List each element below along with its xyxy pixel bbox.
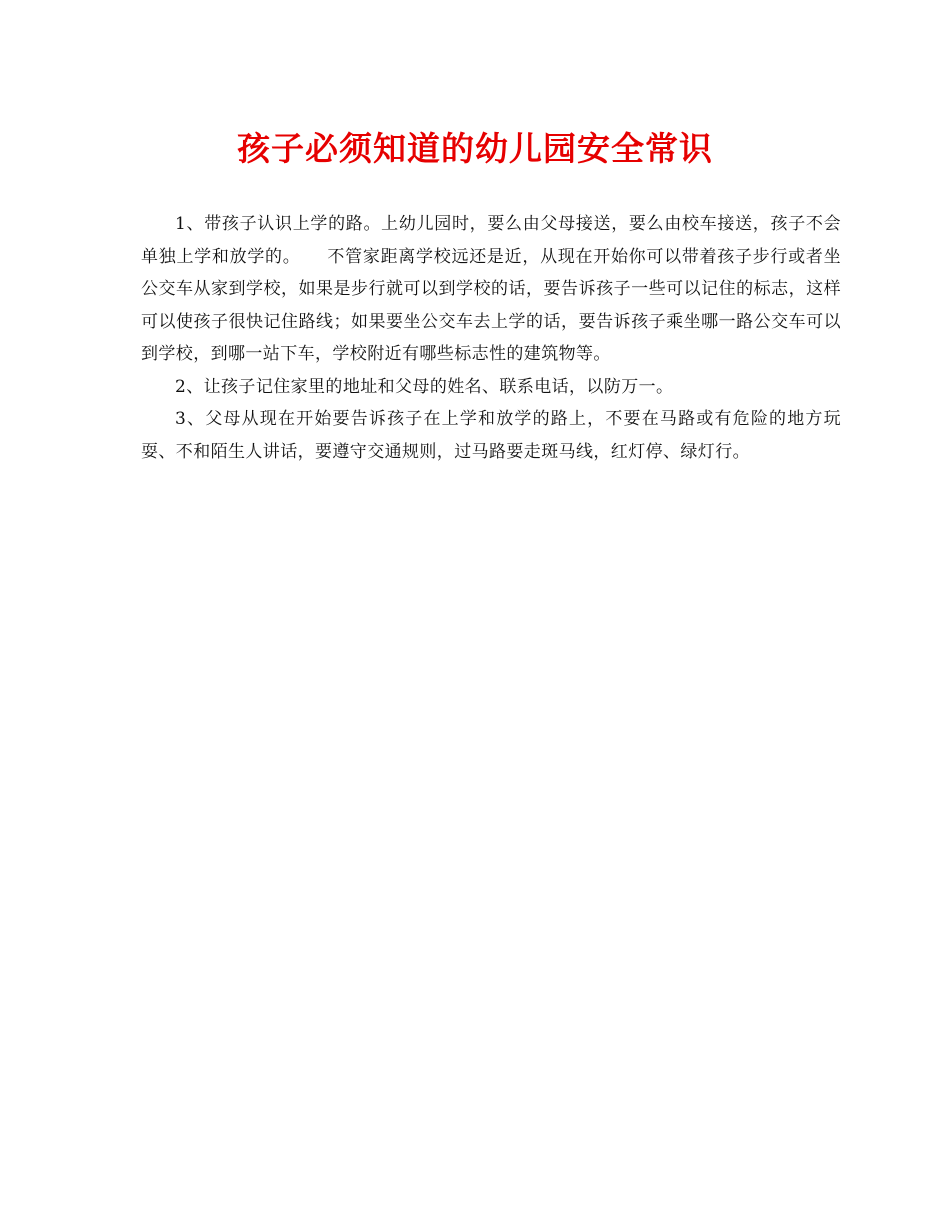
paragraph-1: 1、带孩子认识上学的路。上幼儿园时，要么由父母接送，要么由校车接送，孩子不会单独上学和放学的。 不管家距离学校远还是近，从现在开始你可以带着孩子步行或者坐公交车从家到学校，如果是步行就可以到学校的话，要告诉孩子一些可以记住的标志，这样可以使孩子很快记住路线；如果要坐公交车去上学的话，要告诉孩子乘坐哪一路公交车可以到学校，到哪一站下车，学校附近有哪些标志性的建筑物等。	[141, 214, 841, 364]
paragraph-2: 2、让孩子记住家里的地址和父母的姓名、联系电话，以防万一。	[175, 376, 674, 397]
document-title: 孩子必须知道的幼儿园安全常识	[237, 129, 713, 168]
paragraph-3: 3、父母从现在开始要告诉孩子在上学和放学的路上，不要在马路或有危险的地方玩耍、不和陌生人讲话，要遵守交通规则，过马路要走斑马线，红灯停、绿灯行。	[141, 409, 841, 462]
document-body	[141, 208, 841, 468]
